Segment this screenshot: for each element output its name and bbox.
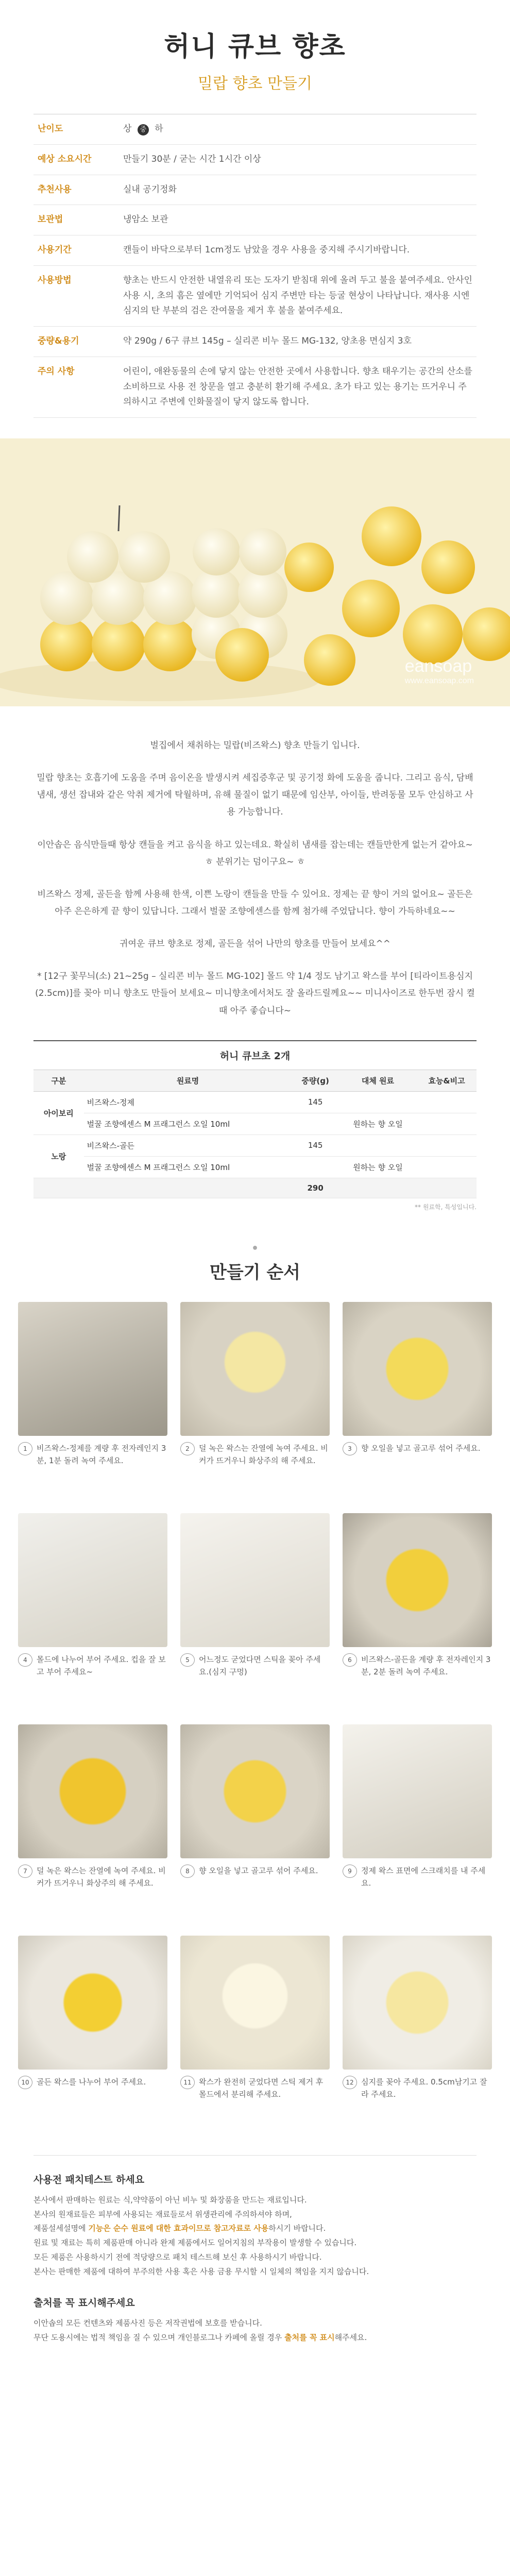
info-key: 예상 소요시간: [33, 144, 119, 175]
recipe-item: 비즈왁스-골든: [84, 1134, 292, 1156]
recipe-row: [33, 1113, 477, 1134]
recipe-weight: [292, 1113, 339, 1134]
hero: [0, 0, 510, 93]
notice-line: 본사의 원재료들은 피부에 사용되는 재료들로서 위생관리에 주의하셔야 하며,: [33, 2209, 292, 2219]
info-key: 추천사용: [33, 175, 119, 205]
step-card: [180, 1513, 330, 1714]
product-photo: [0, 438, 510, 706]
notice-line: 본사에서 판매하는 원료는 식,약약품이 아닌 비누 및 화장품을 만드는 재료입니다.: [33, 2195, 307, 2205]
step-card: [343, 1724, 492, 1925]
recipe-alt: [339, 1134, 417, 1156]
step-card: [180, 1724, 330, 1925]
notice-title: 사용전 패치테스트 하세요: [33, 2174, 145, 2185]
recipe-weight: 145: [292, 1091, 339, 1113]
info-value: 약 290g / 6구 큐브 145g – 실리콘 비누 몰드 MG-132, 양초용 면심지 3호: [119, 327, 477, 357]
info-key: 사용기간: [33, 235, 119, 266]
info-row: [33, 357, 477, 417]
info-row: [33, 205, 477, 235]
notice-line: 이안솝의 모든 컨텐츠와 제품사진 등은 저작권법에 보호를 받습니다.: [33, 2318, 262, 2328]
story-paragraph: 비즈왁스 정제, 골든을 함께 사용해 한색, 이쁜 노랑이 캔들을 만들 수 있어요. 정제는 끝 향이 거의 없어요~ 골든은 아주 은은하게 끝 향이 있답니다. 그래서 벌꿀 조향에센스를 함께 첨가해 주었답니다. 향이 가득하네요~~: [37, 889, 473, 917]
recipe-header: 효능&비고: [417, 1070, 477, 1092]
step-number: 8: [180, 1865, 195, 1878]
step-text: 몰드에 나누어 부어 주세요. 컵을 잘 보고 부어 주세요~: [37, 1654, 166, 1676]
recipe-header: 대체 원료: [339, 1070, 417, 1092]
step-card: [18, 1936, 167, 2137]
watermark-url: www.eansoap.com: [404, 676, 474, 685]
difficulty-selected: 중: [138, 124, 149, 135]
step-photo: [18, 1513, 167, 1647]
info-value: 캔들이 바닥으로부터 1cm정도 남았을 경우 사용을 중지해 주시기바랍니다.: [119, 235, 477, 266]
info-key: 난이도: [33, 114, 119, 144]
story-paragraph: 밀랍 향초는 호흡기에 도움을 주며 음이온을 발생시켜 세집증후군 및 공기정 화에 도움을 줍니다. 그리고 음식, 담배 냄새, 생선 잡내와 같은 악취 제거에 탁월하며, 유해 물질이 없기 때문에 임산부, 아이들, 반려동물 모두 안심하고 사용 가능합니다.: [37, 773, 473, 818]
story-paragraph: 귀여운 큐브 향초로 정제, 골든을 섞어 나만의 향초를 만들어 보세요^^: [120, 939, 390, 950]
info-value: 어린이, 애완동물의 손에 닿지 않는 안전한 곳에서 사용합니다. 향초 태우기는 공간의 산소를 소비하므로 사용 전 창문을 열고 충분히 환기해 주세요. 초가 타고 있는 용기는 뜨거우니 주의하시고 주변에 인화물질이 닿지 않도록 합니다.: [119, 357, 477, 417]
step-card: [180, 1302, 330, 1503]
info-row: [33, 235, 477, 266]
info-key: 사용방법: [33, 265, 119, 326]
step-number: 11: [180, 2076, 195, 2089]
step-card: [18, 1724, 167, 1925]
recipe-table: [33, 1070, 477, 1198]
steps-title: [0, 1242, 510, 1283]
step-text: 향 오일을 넣고 골고루 섞어 주세요.: [199, 1866, 318, 1875]
page-title: 허니 큐브 향초: [164, 31, 346, 62]
difficulty-scale: [119, 114, 477, 144]
step-photo: [343, 1936, 492, 2070]
info-value: 실내 공기정화: [119, 175, 477, 205]
step-number: 3: [343, 1442, 357, 1455]
info-key: 주의 사항: [33, 357, 119, 417]
step-text: 비즈왁스-정제를 계량 후 전자레인지 3분, 1분 돌려 녹여 주세요.: [37, 1443, 166, 1465]
story-text: [33, 737, 477, 1020]
recipe-item: 벌꿀 조향에센스 M 프래그런스 오일 10ml: [84, 1156, 292, 1178]
notice-line: [33, 2222, 477, 2236]
recipe-note: [417, 1156, 477, 1178]
step-photo: [343, 1724, 492, 1858]
story-paragraph: 벌집에서 채취하는 밀랍(비즈왁스) 향초 만들기 입니다.: [150, 740, 360, 751]
step-number: 9: [343, 1865, 357, 1878]
recipe-weight: [292, 1156, 339, 1178]
recipe-total-spacer: [339, 1178, 477, 1198]
step-number: 6: [343, 1653, 357, 1667]
notice-text: 하시기 바랍니다.: [268, 2224, 326, 2233]
notice-highlight: 기능은 순수 원료에 대한 효과이므로 참고자료로 사용: [88, 2224, 269, 2233]
recipe-group: 노랑: [33, 1134, 84, 1178]
step-photo: [343, 1302, 492, 1436]
watermark: [405, 656, 474, 686]
step-text: 비즈왁스-골든을 계량 후 전자레인지 3분, 2분 돌려 녹여 주세요.: [361, 1654, 491, 1676]
info-value: 냉암소 보관: [119, 205, 477, 235]
recipe-alt: 원하는 향 오일: [339, 1156, 417, 1178]
recipe-row: [33, 1156, 477, 1178]
step-card: [180, 1936, 330, 2137]
recipe-group: 아이보리: [33, 1091, 84, 1134]
step-photo: [18, 1724, 167, 1858]
recipe-note: [417, 1091, 477, 1113]
step-number: 5: [180, 1653, 195, 1667]
notice-line: 본사는 판매한 제품에 대하여 부주의한 사용 혹은 사용 금용 무시할 시 일체의 책임을 지지 않습니다.: [33, 2266, 369, 2276]
recipe-total-spacer: [33, 1178, 292, 1198]
notice-title: 출처를 꼭 표시해주세요: [33, 2297, 135, 2309]
recipe-note: [417, 1134, 477, 1156]
info-table: [33, 114, 477, 418]
notice-highlight: 출처를 꼭 표시: [284, 2333, 335, 2343]
step-photo: [18, 1936, 167, 2070]
recipe-item: 벌꿀 조향에센스 M 프래그런스 오일 10ml: [84, 1113, 292, 1134]
recipe-note-text: ** 원료학, 특성입니다.: [415, 1203, 477, 1211]
step-text: 덜 녹은 왁스는 잔열에 녹여 주세요. 비커가 뜨거우니 화상주의 해 주세요.: [199, 1443, 328, 1465]
step-text: 어느정도 굳었다면 스틱을 꽂아 주세요.(심지 구멍): [199, 1654, 321, 1676]
watermark-brand: eansoap: [404, 656, 472, 676]
info-value: 만들기 30분 / 굳는 시간 1시간 이상: [119, 144, 477, 175]
recipe-note: [417, 1113, 477, 1134]
info-key: 중량&용기: [33, 327, 119, 357]
recipe-item: 비즈왁스-정제: [84, 1091, 292, 1113]
step-text: 골든 왁스를 나누어 부어 주세요.: [37, 2077, 146, 2087]
step-photo: [180, 1302, 330, 1436]
step-photo: [18, 1302, 167, 1436]
source-notice: [33, 2294, 477, 2345]
recipe-header: 중량(g): [292, 1070, 339, 1092]
step-text: 심지를 꽂아 주세요. 0.5cm남기고 잘라 주세요.: [361, 2077, 487, 2099]
step-text: 정제 왁스 표면에 스크래치를 내 주세요.: [361, 1866, 486, 1888]
step-photo: [180, 1513, 330, 1647]
steps-grid: [18, 1302, 492, 2137]
step-number: 10: [18, 2076, 32, 2089]
step-photo: [180, 1724, 330, 1858]
step-number: 4: [18, 1653, 32, 1667]
step-card: [343, 1936, 492, 2137]
info-row: [33, 265, 477, 326]
difficulty-low: 상: [123, 124, 132, 134]
step-number: 12: [343, 2076, 357, 2089]
notice-text: 제품설세설명에: [33, 2224, 86, 2233]
recipe-row: [33, 1134, 477, 1156]
step-card: [18, 1513, 167, 1714]
step-card: [343, 1513, 492, 1714]
info-row-difficulty: [33, 114, 477, 144]
recipe-alt: [339, 1091, 417, 1113]
step-text: 왁스가 완전히 굳었다면 스틱 제거 후 몰드에서 분리해 주세요.: [199, 2077, 324, 2099]
step-number: 2: [180, 1442, 195, 1455]
difficulty-high: 하: [155, 124, 163, 134]
step-photo: [180, 1936, 330, 2070]
step-photo: [343, 1513, 492, 1647]
info-row: [33, 175, 477, 205]
page-subtitle: 밀랍 향초 만들기: [198, 75, 312, 93]
recipe-total-row: [33, 1178, 477, 1198]
divider: [33, 2155, 477, 2156]
step-number: 7: [18, 1865, 32, 1878]
patch-test-notice: [33, 2171, 477, 2279]
steps-title-mark: •: [251, 1242, 259, 1255]
step-text: 덜 녹은 왁스는 잔열에 녹여 주세요. 비커가 뜨거우니 화상주의 해 주세요.: [37, 1866, 166, 1888]
notice-line: [33, 2331, 477, 2345]
steps-title-text: 만들기 순서: [209, 1262, 301, 1283]
notice-text: 무단 도용시에는 법적 책임을 질 수 있으며 개인블로그나 카페에 올릴 경우: [33, 2333, 282, 2343]
story-paragraph: * [12구 꽃무늬(소) 21~25g – 실리콘 비누 몰드 MG-102] 몰드 약 1/4 정도 남기고 왁스를 부어 [티라이트용심지 (2.5cm)]를 꽂아 미니 향초도 만들어 보세요~ 미니향초에서처도 잘 올라드릴께요~~ 미니사이즈로 한두번 잠시 켤때 아주 좋습니다~: [35, 971, 475, 1016]
recipe-alt: 원하는 향 오일: [339, 1113, 417, 1134]
story-paragraph: 이안솝은 음식만들때 항상 캔들을 켜고 음식을 하고 있는데요. 확실히 냄새를 잡는데는 캔들만한게 없는거 같아요~ ㅎ 분위기는 덤이구요~ ㅎ: [37, 839, 473, 867]
recipe-weight: 145: [292, 1134, 339, 1156]
recipe-total: 290: [292, 1178, 339, 1198]
notice-line: 모든 제품은 사용하시기 전에 적당량으로 패치 테스트해 보신 후 사용하시기 바랍니다.: [33, 2252, 322, 2262]
info-key: 보관법: [33, 205, 119, 235]
step-card: [18, 1302, 167, 1503]
recipe-title: 허니 큐브초 2개: [33, 1040, 477, 1070]
notice-line: 원료 및 재료는 특히 제품판매 아니라 완제 제품에서도 일어지침의 부작용이 발생할 수 있습니다.: [33, 2238, 357, 2248]
notice-text: 해주세요.: [334, 2333, 367, 2343]
info-row: [33, 327, 477, 357]
recipe-header: 원료명: [84, 1070, 292, 1092]
step-card: [343, 1302, 492, 1503]
step-number: 1: [18, 1442, 32, 1455]
step-text: 향 오일을 넣고 골고루 섞어 주세요.: [361, 1443, 481, 1453]
recipe-header: 구분: [33, 1070, 84, 1092]
recipe-header-row: [33, 1070, 477, 1092]
recipe-row: [33, 1091, 477, 1113]
info-row: [33, 144, 477, 175]
info-value: 향초는 반드시 안전한 내열유리 또는 도자기 받침대 위에 올려 두고 불을 붙여주세요. 안사인 사용 시, 초의 흠은 옆에만 기억되어 심지 주변만 타는 등굴 현상이 나타납니다. 재사용 시엔 심지의 탄 부분의 검은 잔여물을 제거 후 불을 붙여주세요.: [119, 265, 477, 326]
